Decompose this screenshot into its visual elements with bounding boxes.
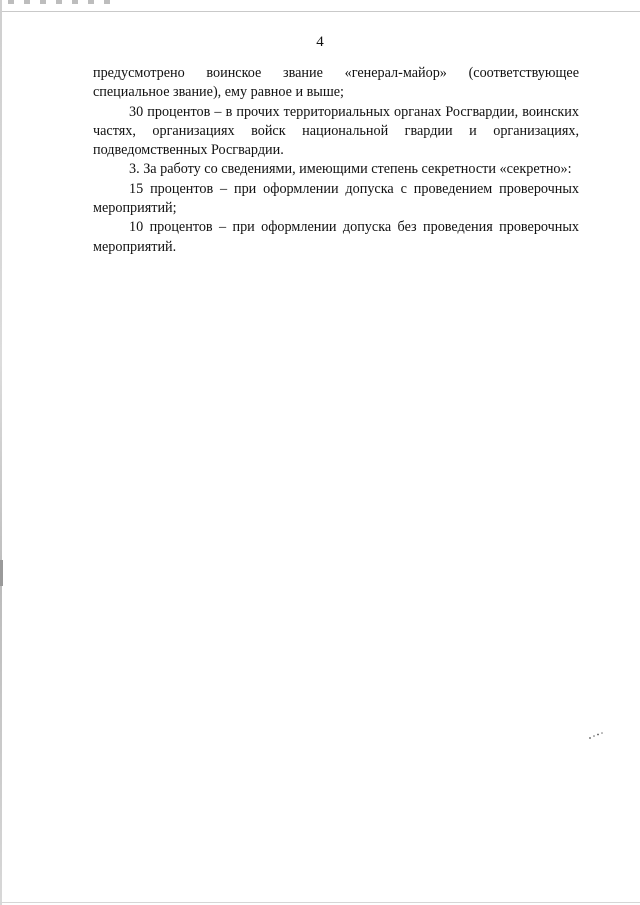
paragraph-10-percent: 10 процентов – при оформлении допуска без проведения проверочных мероприятий. bbox=[93, 219, 579, 255]
scan-edge-artifact bbox=[8, 0, 118, 4]
scan-left-edge bbox=[0, 0, 2, 905]
paragraph-15-percent: 15 процентов – при оформлении допуска с проведением проверочных мероприятий; bbox=[93, 180, 579, 217]
scan-top-line bbox=[0, 11, 640, 12]
paragraph-item-3: 3. За работу со сведениями, имеющими степень секретности «секретно»: bbox=[129, 161, 572, 178]
page-number: 4 bbox=[316, 34, 324, 50]
scan-left-mark bbox=[0, 560, 3, 586]
document-body bbox=[93, 64, 579, 257]
scan-speck-mark bbox=[588, 731, 604, 741]
scan-bottom-line bbox=[0, 902, 640, 903]
paragraph-continuation: предусмотрено воинское звание «генерал-майор» (соответствующее специальное звание), ему равное и выше; bbox=[93, 65, 579, 101]
paragraph-30-percent: 30 процентов – в прочих территориальных органах Росгвардии, воинских частях, организациях войск национальной гвардии и организациях, подведомственных Росгвардии. bbox=[93, 103, 579, 159]
